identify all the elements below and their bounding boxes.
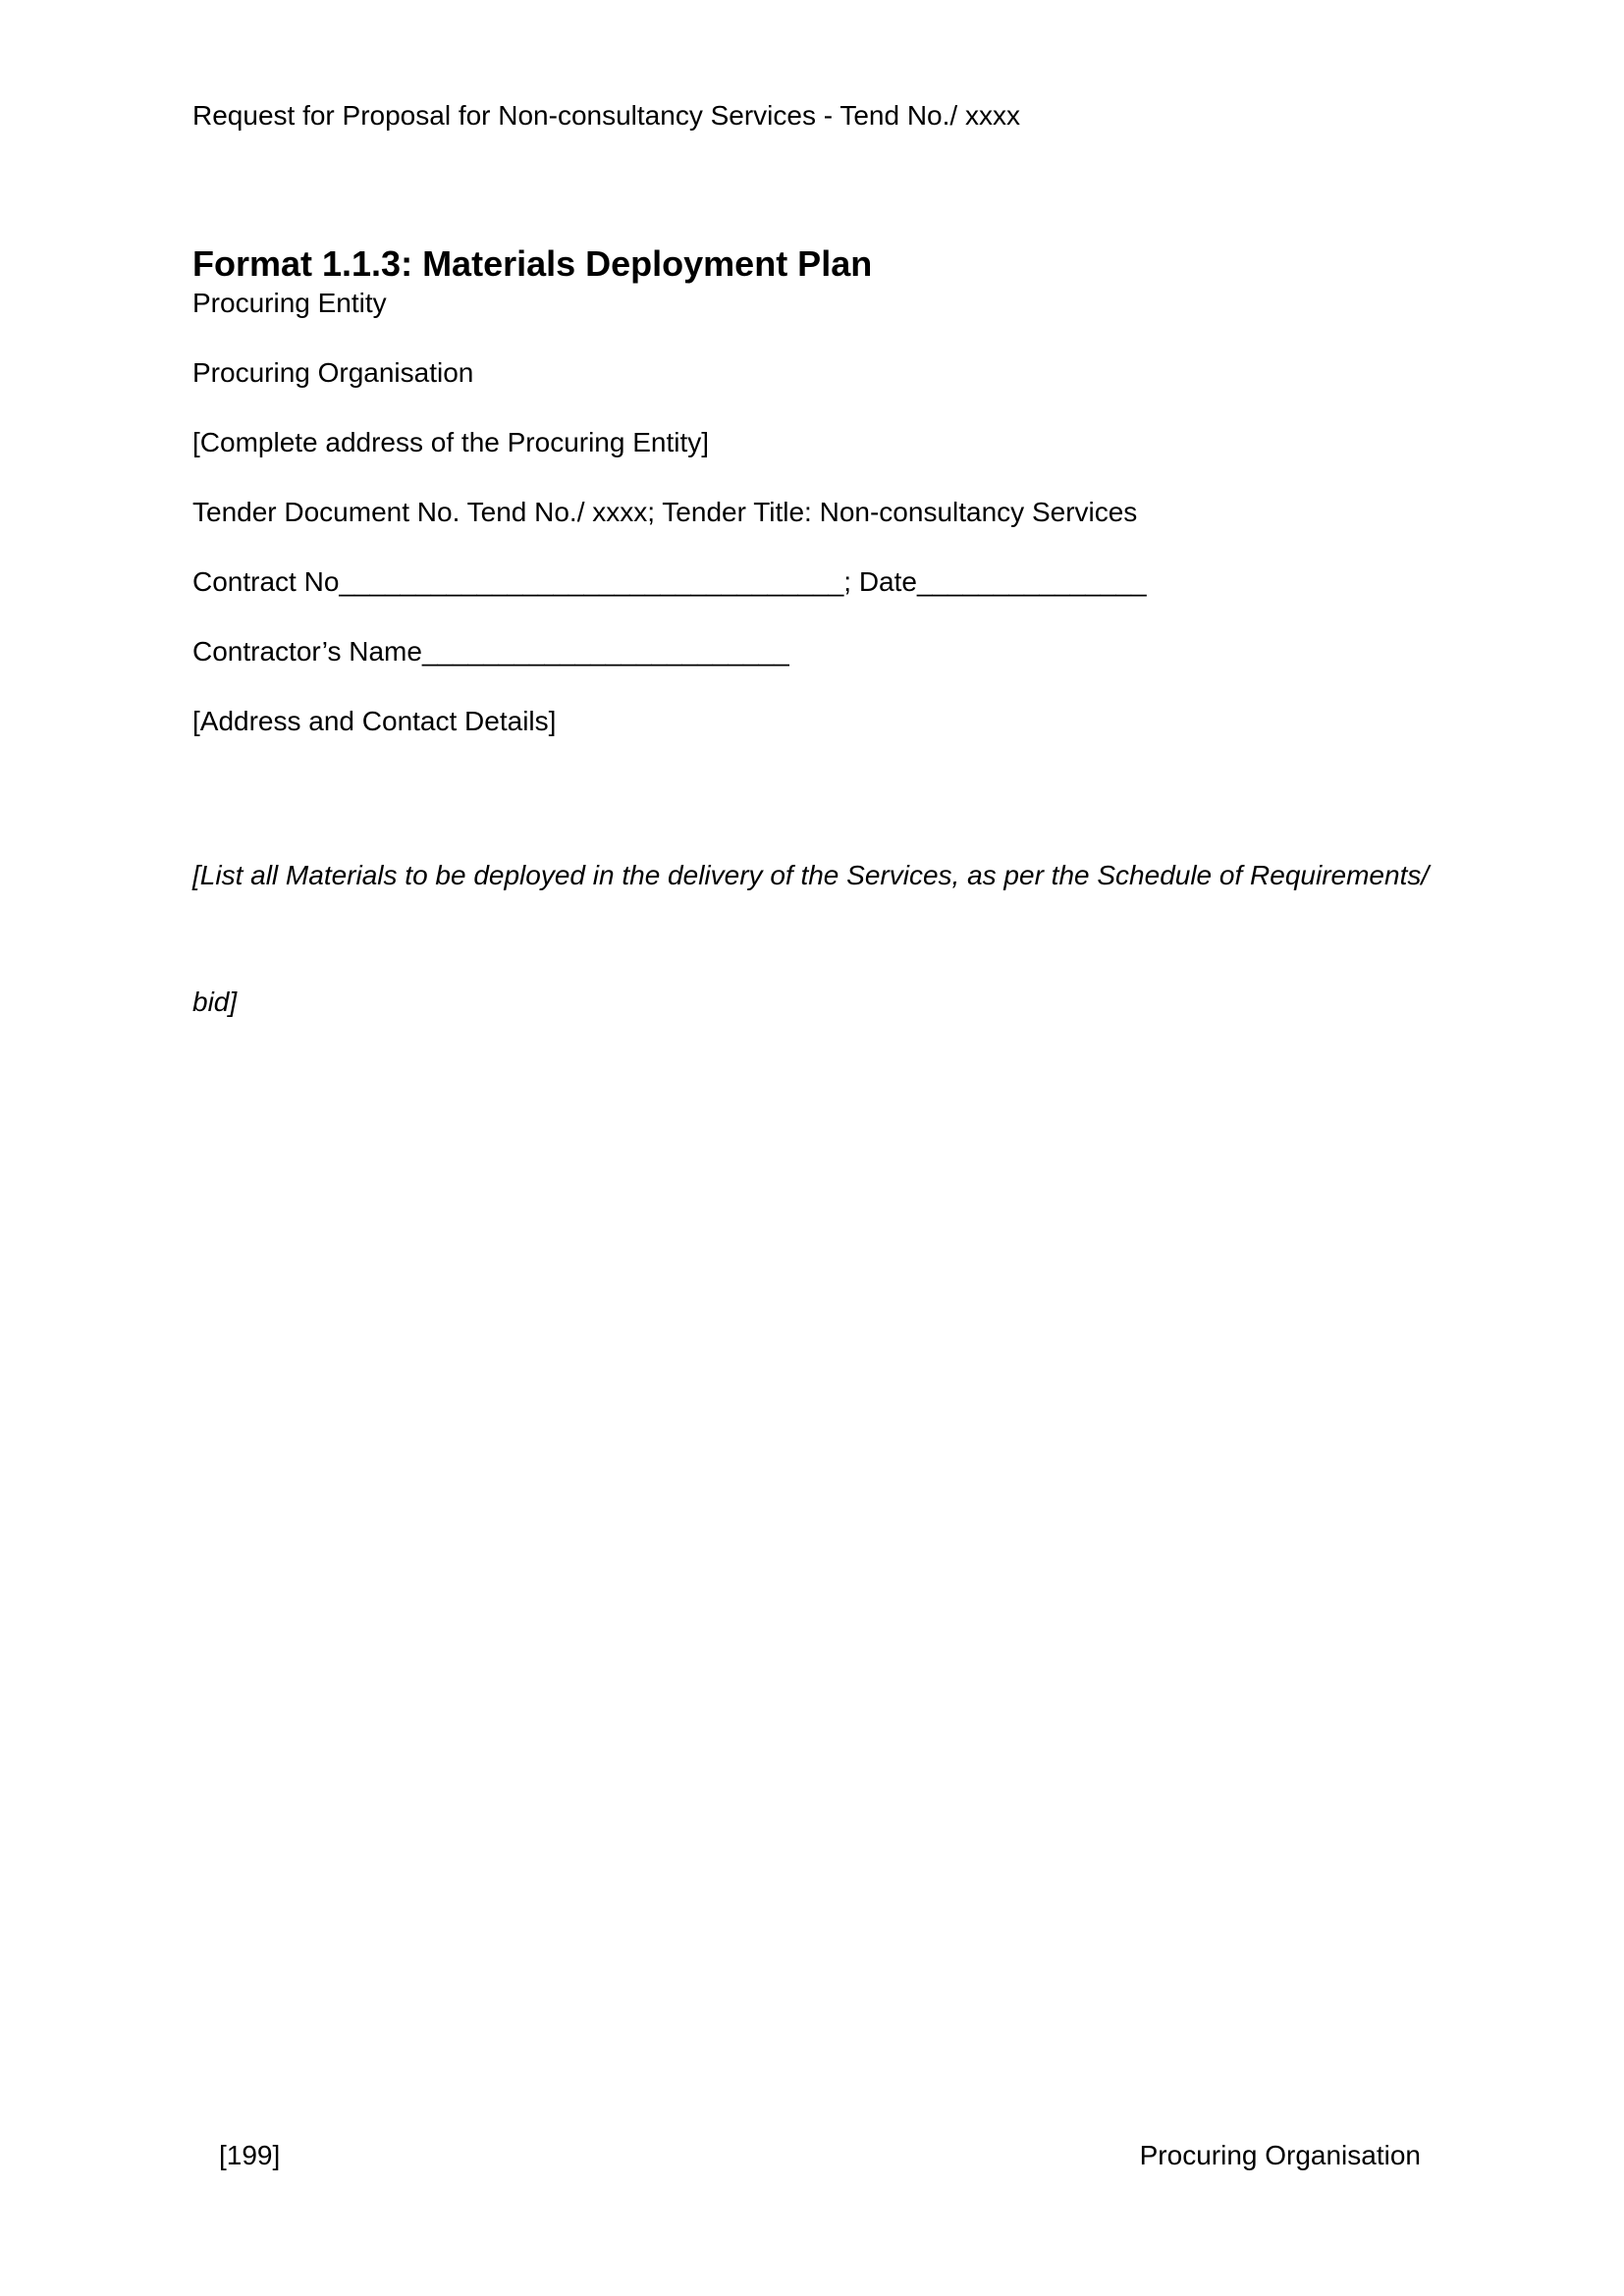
procuring-entity-line: Procuring Entity (192, 288, 387, 318)
contractor-name-line: Contractor’s Name________________________ (192, 636, 789, 667)
tender-document-line: Tender Document No. Tend No./ xxxx; Tender Title: Non-consultancy Services (192, 497, 1138, 527)
footer-organisation-label: Procuring Organisation (1139, 2140, 1421, 2170)
procuring-organisation-line: Procuring Organisation (192, 357, 474, 388)
page-footer (219, 2139, 1421, 2172)
document-body (192, 282, 1489, 1135)
page-number: [199] (219, 2140, 281, 2170)
page-header: Request for Proposal for Non-consultancy Services - Tend No./ xxxx (192, 100, 1020, 131)
materials-list-instruction (192, 770, 1489, 1107)
contact-details-placeholder-line: [Address and Contact Details] (192, 706, 557, 736)
document-title: Format 1.1.3: Materials Deployment Plan (192, 243, 873, 285)
contract-no-date-line: Contract No_________________________________; Date_______________ (192, 566, 1147, 597)
materials-list-instruction-line1: [List all Materials to be deployed in the delivery of the Services, as per the Schedule of Requirements/ (192, 860, 1430, 890)
address-placeholder-line: [Complete address of the Procuring Entity] (192, 427, 710, 457)
materials-list-instruction-line2: bid] (192, 987, 238, 1017)
